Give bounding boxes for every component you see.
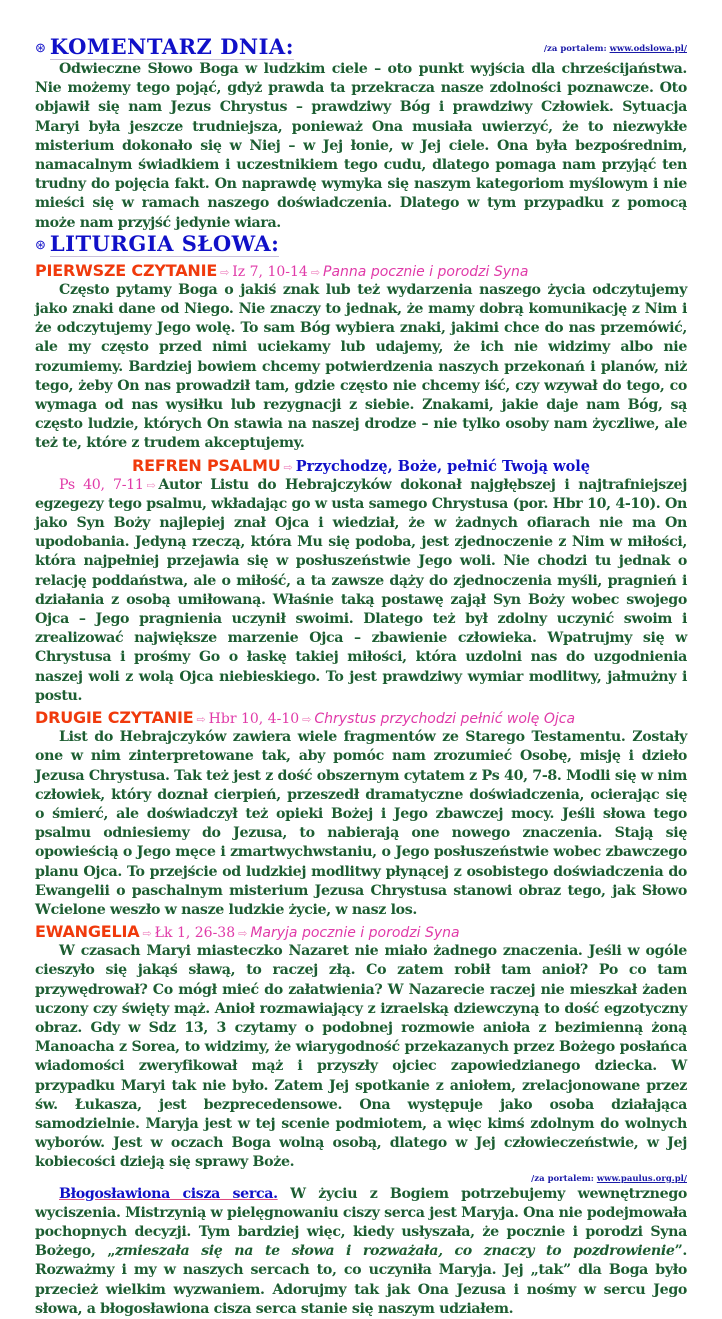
- komentarz-source: [544, 44, 687, 60]
- pierwsze-czytanie-label: PIERWSZE CZYTANIE: [35, 260, 218, 280]
- drugie-czytanie-text: List do Hebrajczyków zawiera wiele fragmentów ze Starego Testamentu. Zostały one w nim zinterpretowane tak, aby pomóc nam zrozumieć Osobę, misję i dzieło Jezusa Chrystusa. Tak też jest z dość obszernym cytatem z Ps 40, 7-8. Modli się w nim człowiek, który doznał cierpień, przeszedł dramatyczne doświadczenia, ocierając się o śmierć, ale doświadczył też opieki Bożej i Jego zbawczej mocy. Jeśli słowa tego psalmu odniesiemy do Jezusa, to nabierają one nowego znaczenia. Stają się opowieścią o Jego męce i zmartwychwstaniu, o Jego posłuszeństwie wobec zbawczego planu Ojca. To przejście od ludzkiej modlitwy płynącej z osobistego doświadczenia do Ewangelii o paschalnym misterium Jezusa Chrystusa stanowi obraz tego, jak Słowo Wcielone weszło w nasze ludzkie życie, w nasz los.: [35, 729, 687, 918]
- arrow-icon: ⇨: [302, 714, 312, 727]
- pierwsze-czytanie-ref: Iz 7, 10-14: [232, 263, 308, 280]
- ewangelia-subtitle: Maryja pocznie i porodzi Syna: [250, 925, 460, 942]
- cisza-serca-text-2: ”. Rozważmy i my w naszych sercach to, co uczyniła Maryja. Jej „tak” dla Boga było przecież wielkim wyzwaniem. Adorujmy tak jak Ona Jezusa i nośmy w sercu Jego słowa, a błogosławiona cisza serca stanie się naszym udziałem.: [35, 1243, 687, 1317]
- drugie-czytanie-label: DRUGIE CZYTANIE: [35, 708, 194, 728]
- psalm-commentary: [35, 476, 687, 706]
- bullet-icon: ⊛: [35, 236, 46, 252]
- ewangelia-source: [35, 1173, 687, 1185]
- komentarz-text: Odwieczne Słowo Boga w ludzkim ciele – oto punkt wyjścia dla chrześcijaństwa. Nie możemy tego pojąć, gdyż prawda ta przekracza nasze zdolności poznawcze. Oto objawił się nam Jezus Chrystus – prawdziwy Bóg i prawdziwy Człowiek. Sytuacja Maryi była jeszcze trudniejsza, ponieważ Ona musiała uwierzyć, że to niezwykłe misterium dokonało się w Niej – w Jej łonie, w Jej ciele. Ona była bezpośrednim, namacalnym świadkiem i uczestnikiem tego cudu, dlatego pomaga nam przyjąć ten trudny do pojęcia fakt. On naprawdę wymyka się naszym kategoriom myślowym i nie mieści się w ramach naszego doświadczenia. Dlatego w tym przypadku z pomocą może nam przyjść jedynie wiara.: [35, 61, 687, 231]
- source-prefix: /za portalem:: [531, 1173, 597, 1184]
- liturgia-header: [35, 230, 687, 257]
- psalm-ref: Ps 40, 7-11: [59, 476, 144, 493]
- arrow-icon: ⇨: [196, 714, 206, 727]
- arrow-icon: ⇨: [220, 266, 230, 279]
- source-link-odslowa[interactable]: www.odslowa.pl/: [609, 44, 687, 54]
- arrow-icon: ⇨: [238, 928, 248, 941]
- arrow-icon: ⇨: [142, 928, 152, 941]
- refren-text: Przychodzę, Boże, pełnić Twoją wolę: [295, 457, 590, 475]
- psalm-text: Autor Listu do Hebrajczyków dokonał najgłębszej i najtrafniejszej egzegezy tego psalmu, wkładając go w usta samego Chrystusa (por. Hbr 10, 4-10). On jako Syn Boży najlepiej znał Ojca i wiedział, że w żadnych ofiarach nie ma On upodobania. Jedyną rzeczą, która Mu się podoba, jest zjednoczenie z Nim w miłości, która najpełniej przejawia się w posłuszeństwie Jego woli. Nie chodzi tu jednak o relację poddaństwa, ale o miłość, a ta zawsze dąży do zjednoczenia myśli, pragnień i działania z osobą umiłowaną. Właśnie taką postawę zajął Syn Boży wobec swojego Ojca – Jego pragnienia uczynił swoimi. Dlatego też był zdolny uczynić swoim i zrealizować największe marzenie Ojca – zbawienie człowieka. Wpatrujmy się w Chrystusa i prośmy Go o łaskę takiej miłości, która uzdolni nas do uzgodnienia naszej woli z wolą Ojca niebieskiego. To jest prawdziwy wymiar modlitwy, jałmużny i postu.: [35, 476, 687, 704]
- drugie-czytanie-header: [35, 707, 687, 728]
- ewangelia-ref: Łk 1, 26-38: [154, 925, 236, 942]
- ewangelia-label: EWANGELIA: [35, 922, 140, 942]
- arrow-icon: ⇨: [146, 478, 156, 492]
- pierwsze-czytanie-text: Często pytamy Boga o jakiś znak lub też wydarzenia naszego życia odczytujemy jako znaki dane od Niego. Nie znaczy to jednak, że mamy dobrą komunikację z Nim i że odczytujemy Jego wolę. To sam Bóg wybiera znaki, jakimi chce do nas przemówić, ale my często przed nimi uciekamy lub udajemy, że ich nie widzimy albo nie rozumiemy. Bardziej bowiem chcemy potwierdzenia naszych przekonań i planów, niż tego, żeby On nas prowadził tam, gdzie często nie chcemy iść, czy wzywał do tego, co wymaga od nas wysiłku lub rezygnacji z siebie. Znakami, jakie daje nam Bóg, są często ludzie, których On stawia na naszej drodze – nie tylko osoby nam życzliwe, ale też te, które z trudem akceptujemy.: [35, 281, 687, 452]
- ewangelia-header: [35, 921, 687, 942]
- refren-header: [35, 455, 687, 476]
- refren-label: REFREN PSALMU: [132, 455, 281, 475]
- document-page: [35, 34, 687, 1319]
- pierwsze-czytanie-header: [35, 260, 687, 281]
- bullet-icon: ⊛: [35, 40, 46, 55]
- komentarz-title: KOMENTARZ DNIA:: [49, 34, 294, 59]
- cisza-serca-title: Błogosławiona cisza serca.: [59, 1185, 278, 1202]
- komentarz-header: [35, 34, 687, 60]
- cisza-serca-quote: zmieszała się na te słowa i rozważała, co znaczy to pozdrowienie: [115, 1243, 675, 1260]
- liturgia-title: LITURGIA SŁOWA:: [49, 230, 280, 256]
- drugie-czytanie-ref: Hbr 10, 4-10: [208, 711, 300, 728]
- cisza-serca-text-1: W życiu z Bogiem potrzebujemy wewnętrznego wyciszenia. Mistrzynią w pielęgnowaniu ciszy serca jest Maryja. Ona nie podejmowała pochopnych decyzji. Tym bardziej więc, kiedy usłyszała, że pocznie i porodzi Syna Bożego, „: [35, 1185, 687, 1260]
- drugie-czytanie-subtitle: Chrystus przychodzi pełnić wolę Ojca: [314, 711, 576, 728]
- source-prefix: /za portalem:: [543, 44, 610, 54]
- arrow-icon: ⇨: [310, 266, 321, 279]
- ewangelia-text: W czasach Maryi miasteczko Nazaret nie miało żadnego znaczenia. Jeśli w ogóle cieszyło się jakąś sławą, to raczej złą. Co zatem robił tam anioł? Po co tam przywędrował? Co mógł mieć do załatwienia? W Nazarecie raczej nie mieszkał żaden uczony czy święty mąż. Anioł rozmawiający z izraelską dziewczyną to dość egzotyczny obraz. Gdy w Sdz 13, 3 czytamy o podobnej rozmowie anioła z bezimienną żoną Manoacha z Sorea, to widzimy, że wiarygodność przekazanych przez Bożego posłańca wiadomości zweryfikował mąż i przyszły ojciec zapowiedzianego dziecka. W przypadku Maryi tak nie było. Zatem Jej spotkanie z aniołem, zrelacjonowane przez św. Łukasza, jest bezprecedensowe. Ona występuje jako osoba działająca samodzielnie. Maryja jest w tej scenie podmiotem, a więc kimś zdolnym do wolnych wyborów. Jest w oczach Boga wolną osobą, dlatego w Jej człowieczeństwie, w Jej kobiecości dzieją się sprawy Boże.: [35, 943, 687, 1171]
- pierwsze-czytanie-subtitle: Panna pocznie i porodzi Syna: [323, 263, 529, 280]
- cisza-serca-paragraph: [35, 1185, 687, 1319]
- source-link-paulus[interactable]: www.paulus.org.pl/: [596, 1173, 687, 1184]
- arrow-icon: ⇨: [283, 461, 293, 474]
